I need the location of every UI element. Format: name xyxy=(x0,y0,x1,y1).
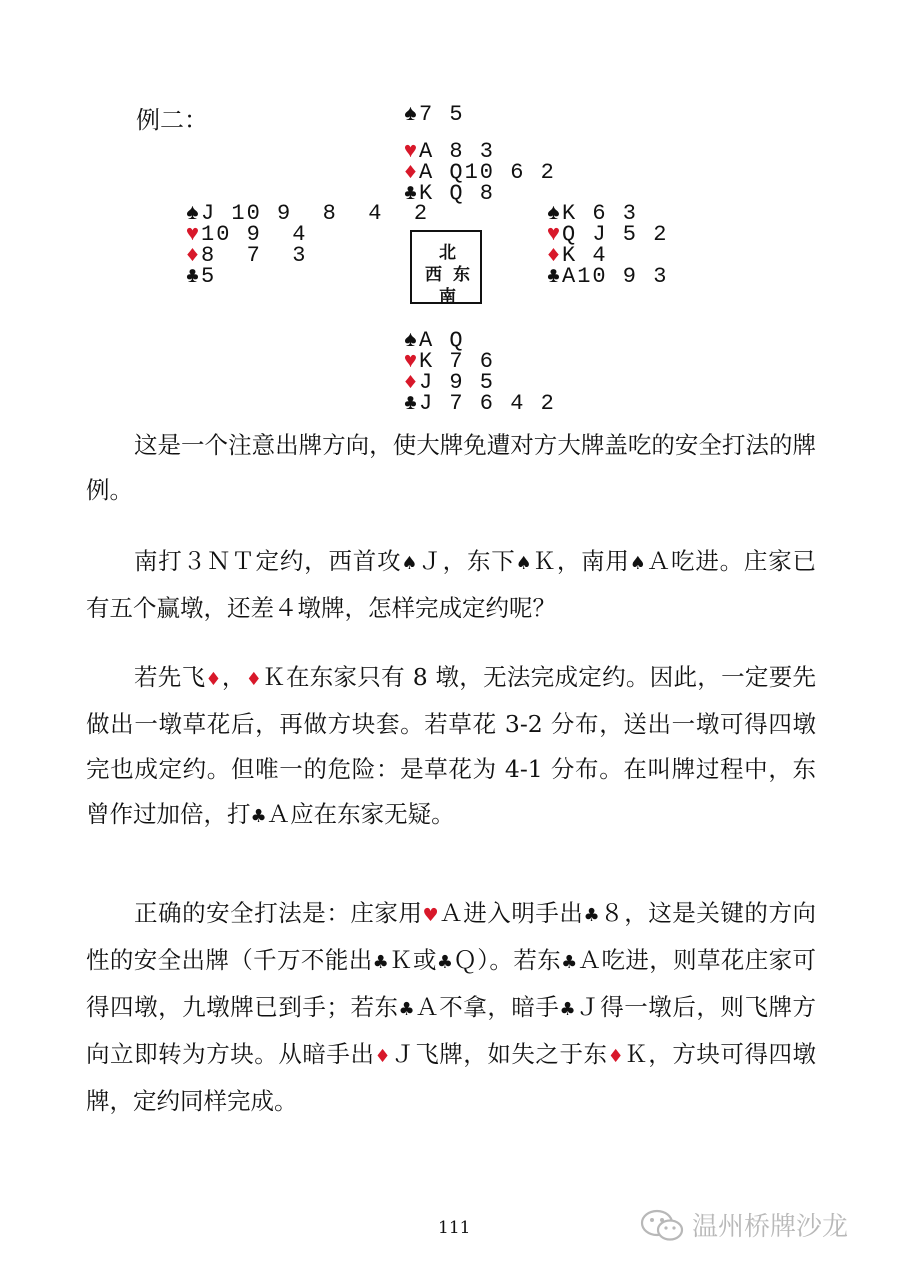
suit-symbol-icon: ♣ xyxy=(403,391,418,416)
hand-west-row xyxy=(184,245,429,266)
suit-symbol-icon: ♥ xyxy=(546,222,561,247)
paragraph-text: Ａ吃进。庄家已有五个赢墩，还差４墩牌，怎样完成定约呢？ xyxy=(86,547,817,622)
page-number: 111 xyxy=(438,1218,471,1238)
hand-north-row xyxy=(402,141,556,162)
hand-south-row xyxy=(402,330,556,351)
inline-suit-icon: ♣ xyxy=(372,952,390,973)
inline-suit-icon: ♦ xyxy=(245,669,263,690)
paragraph-text: Ｊ飞牌，如失之于东 xyxy=(391,1040,608,1068)
hand-cards: 7 5 xyxy=(419,102,465,127)
compass-box xyxy=(410,230,482,307)
inline-suit-icon: ♥ xyxy=(422,905,440,926)
watermark-text: 温州桥牌沙龙 xyxy=(692,1212,849,1242)
suit-symbol-icon: ♥ xyxy=(403,139,418,164)
hand-cards: J 10 9 8 4 2 xyxy=(201,201,430,226)
hand-cards: A Q xyxy=(419,328,465,353)
hand-west-row xyxy=(184,266,429,287)
suit-symbol-icon: ♣ xyxy=(403,181,418,206)
example-label: 例二： xyxy=(136,106,208,134)
hand-south-row xyxy=(402,372,556,393)
paragraph-analysis xyxy=(86,655,816,839)
hand-cards: A10 9 3 xyxy=(562,264,669,289)
suit-symbol-icon: ♦ xyxy=(546,243,561,268)
hand-south xyxy=(402,330,556,414)
hand-cards: A 8 3 xyxy=(419,139,496,164)
paragraph-text: 南打３ＮＴ定约，西首攻 xyxy=(134,547,402,575)
compass-south: 南 xyxy=(439,287,456,307)
paragraph-text: Ａ不拿，暗手 xyxy=(415,993,560,1021)
hand-east-row xyxy=(545,224,668,245)
inline-suit-icon: ♦ xyxy=(374,1046,392,1067)
hand-cards: 5 xyxy=(201,264,217,289)
paragraph-text: Ａ吃进，则草花庄家可得四墩，九墩牌已到手；若东 xyxy=(86,946,817,1021)
suit-symbol-icon: ♥ xyxy=(185,222,200,247)
hand-east-row xyxy=(545,266,668,287)
hand-cards: K Q 8 xyxy=(419,181,496,206)
paragraph-text: 正确的安全打法是：庄家用 xyxy=(134,899,423,927)
suit-symbol-icon: ♦ xyxy=(403,370,418,395)
paragraph-text: Ｋ或 xyxy=(389,946,437,974)
suit-symbol-icon: ♣ xyxy=(546,264,561,289)
suit-symbol-icon: ♥ xyxy=(403,349,418,374)
paragraph-text: Ｑ）。若东 xyxy=(453,946,562,974)
hand-cards: A Q10 6 2 xyxy=(419,160,556,185)
hand-cards: 10 9 4 xyxy=(201,222,308,247)
hand-cards: J 7 6 4 2 xyxy=(419,391,556,416)
paragraph-text: Ｋ，南用 xyxy=(532,547,630,575)
paragraph-text: Ｊ得一墩后，则飞牌方向立即转为方块。从暗手出 xyxy=(86,993,817,1068)
hand-west xyxy=(184,203,429,287)
hand-west-row xyxy=(184,203,429,224)
inline-suit-icon: ♣ xyxy=(561,952,578,973)
suit-symbol-icon: ♠ xyxy=(546,201,561,226)
inline-suit-icon: ♠ xyxy=(629,553,647,574)
inline-suit-icon: ♦ xyxy=(205,669,222,690)
hand-south-row xyxy=(402,393,556,414)
hand-cards: K 4 xyxy=(562,243,608,268)
hand-east-row xyxy=(545,245,668,266)
suit-symbol-icon: ♠ xyxy=(185,201,200,226)
hand-cards: 8 7 3 xyxy=(201,243,308,268)
paragraph-text: 这是一个注意出牌方向，使大牌免遭对方大牌盖吃的安全打法的牌例。 xyxy=(86,431,816,504)
suit-symbol-icon: ♠ xyxy=(403,328,418,353)
suit-symbol-icon: ♠ xyxy=(403,102,418,127)
wechat-icon xyxy=(640,1209,684,1241)
hand-north xyxy=(402,104,556,204)
compass-east: 东 xyxy=(453,265,470,285)
paragraph-text: Ｋ，方块可得四墩牌，定约同样完成。 xyxy=(86,1040,817,1115)
inline-suit-icon: ♠ xyxy=(515,553,533,574)
hand-cards: K 7 6 xyxy=(419,349,496,374)
hand-cards: J 9 5 xyxy=(419,370,496,395)
paragraph-text: Ｊ，东下 xyxy=(418,547,516,575)
inline-suit-icon: ♣ xyxy=(583,905,601,926)
paragraph-text: ８，这是关键的方向性的安全出牌（千万不能出 xyxy=(86,899,817,974)
paragraph-contract xyxy=(86,539,816,631)
inline-suit-icon: ♠ xyxy=(401,553,419,574)
paragraph-safety-play xyxy=(86,891,816,1124)
inline-suit-icon: ♣ xyxy=(559,999,577,1020)
suit-symbol-icon: ♣ xyxy=(185,264,200,289)
compass-west: 西 xyxy=(425,265,442,285)
suit-symbol-icon: ♦ xyxy=(185,243,200,268)
inline-suit-icon: ♣ xyxy=(398,999,416,1020)
paragraph-intro xyxy=(86,423,816,513)
compass-north: 北 xyxy=(439,243,456,263)
hand-north-row xyxy=(402,162,556,183)
hand-north-row xyxy=(402,104,556,125)
paragraph-text: ， xyxy=(221,663,246,691)
inline-suit-icon: ♦ xyxy=(607,1046,625,1067)
hand-south-row xyxy=(402,351,556,372)
paragraph-text: Ａ进入明手出 xyxy=(439,899,584,927)
watermark xyxy=(640,1206,848,1243)
hand-west-row xyxy=(184,224,429,245)
hand-east-row xyxy=(545,203,668,224)
inline-suit-icon: ♣ xyxy=(436,952,454,973)
inline-suit-icon: ♣ xyxy=(250,806,267,827)
paragraph-text: Ａ应在东家无疑。 xyxy=(266,800,455,828)
hand-east xyxy=(545,203,668,287)
suit-symbol-icon: ♦ xyxy=(403,160,418,185)
paragraph-text: 若先飞 xyxy=(134,663,206,691)
hand-cards: K 6 3 xyxy=(562,201,639,226)
hand-cards: Q J 5 2 xyxy=(562,222,669,247)
paragraph-text: Ｋ在东家只有 8 墩，无法完成定约。因此，一定要先做出一墩草花后，再做方块套。若草花 3-2 分布，送出一墩可得四墩完也成定约。但唯一的危险：是草花为 4-1 分布。在叫牌过程中，东曾作过加倍，打 xyxy=(86,663,817,828)
